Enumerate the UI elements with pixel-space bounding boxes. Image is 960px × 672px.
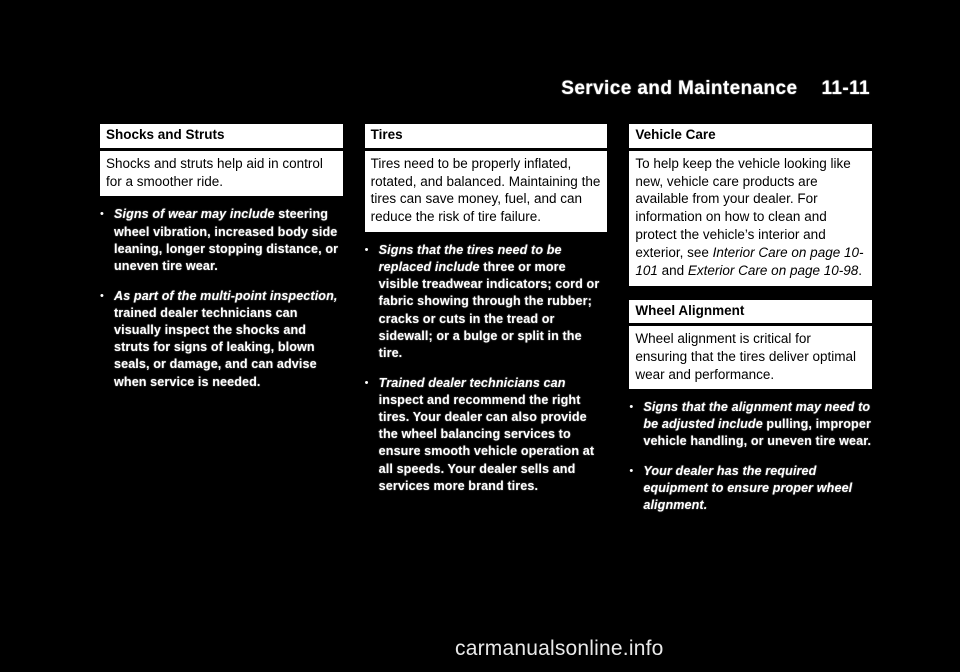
bullet-icon: • — [364, 244, 369, 257]
list-item-lead: Your dealer has the required equipment to ensure proper wheel alignment. — [643, 464, 853, 513]
section-heading-vehicle-care: Vehicle Care — [629, 124, 872, 151]
list-item-rest: pulling, improper vehicle handling, or uneven tire wear. — [643, 416, 872, 449]
section-body-vehicle-care — [629, 151, 872, 286]
vehicle-care-text-1: To help keep the vehicle looking like new, vehicle care products are available from your dealer. For information on how to clean and protect the vehicle’s interior and exterior, see — [635, 155, 851, 260]
bullet-icon: • — [100, 289, 104, 302]
page-title: Service and Maintenance — [561, 78, 798, 99]
section-heading-wheel-alignment: Wheel Alignment — [629, 300, 872, 327]
cross-reference-interior-care: Interior Care on page 10-101 — [635, 244, 864, 278]
list-item-lead: Signs that the tires need to be replaced include — [378, 243, 562, 275]
bullet-list-wheel-alignment — [629, 399, 872, 515]
bullet-icon: • — [100, 208, 104, 221]
bullet-list-tires — [365, 242, 608, 495]
list-item-text — [379, 375, 608, 495]
bullet-icon: • — [364, 376, 369, 389]
section-heading-shocks-and-struts: Shocks and Struts — [100, 124, 343, 151]
column-right — [629, 124, 872, 528]
list-item-rest: trained dealer technicians can visually inspect the shocks and struts for signs of leaking, blown seals, or damage, and can advise when service is needed. — [114, 306, 317, 389]
list-item-text — [643, 463, 872, 514]
list-item-text — [114, 206, 343, 275]
column-left — [100, 124, 343, 528]
list-item-lead: Signs that the alignment may need to be adjusted include — [643, 399, 871, 431]
section-body-wheel-alignment: Wheel alignment is critical for ensuring that the tires deliver optimal wear and performance. — [629, 326, 872, 388]
list-item-rest: inspect and recommend the right tires. Your dealer can also provide the wheel balancing services to ensure smooth vehicle operation at all speeds. Your dealer sells and services more brand tires. — [378, 393, 595, 493]
page-number: 11-11 — [821, 78, 870, 99]
list-item-text — [643, 399, 872, 450]
section-body-tires: Tires need to be properly inflated, rotated, and balanced. Maintaining the tires can save money, fuel, and can reduce the risk of tire failure. — [365, 151, 608, 232]
list-item-text — [114, 288, 343, 391]
vehicle-care-text-3: . — [858, 262, 863, 278]
section-heading-tires: Tires — [365, 124, 608, 151]
list-item — [365, 242, 608, 362]
bullet-icon: • — [629, 465, 634, 478]
list-item — [100, 206, 343, 275]
list-item-lead: As part of the multi-point inspection, — [114, 288, 338, 303]
list-item-rest: steering wheel vibration, increased body side leaning, longer stopping distance, or uneven tire wear. — [114, 207, 339, 273]
watermark: carmanualsonline.info — [455, 637, 664, 660]
vehicle-care-text-2: and — [657, 262, 688, 278]
list-item-lead: Signs of wear may include — [114, 207, 275, 222]
bullet-icon: • — [629, 400, 634, 413]
list-item-rest: three or more visible treadwear indicators; cord or fabric showing through the rubber; cracks or cuts in the tread or sidewall; or a bulge or split in the tire. — [378, 260, 600, 360]
column-middle — [365, 124, 608, 528]
content-columns — [100, 124, 872, 528]
cross-reference-exterior-care: Exterior Care on page 10-98 — [687, 262, 859, 278]
list-item-lead: Trained dealer technicians can — [378, 375, 566, 390]
list-item — [365, 375, 608, 495]
page-header — [561, 78, 870, 100]
list-item-text — [379, 242, 608, 362]
list-item — [629, 399, 872, 450]
list-item — [629, 463, 872, 514]
section-body-shocks-and-struts: Shocks and struts help aid in control for a smoother ride. — [100, 151, 343, 197]
list-item — [100, 288, 343, 391]
bullet-list-shocks — [100, 206, 343, 390]
